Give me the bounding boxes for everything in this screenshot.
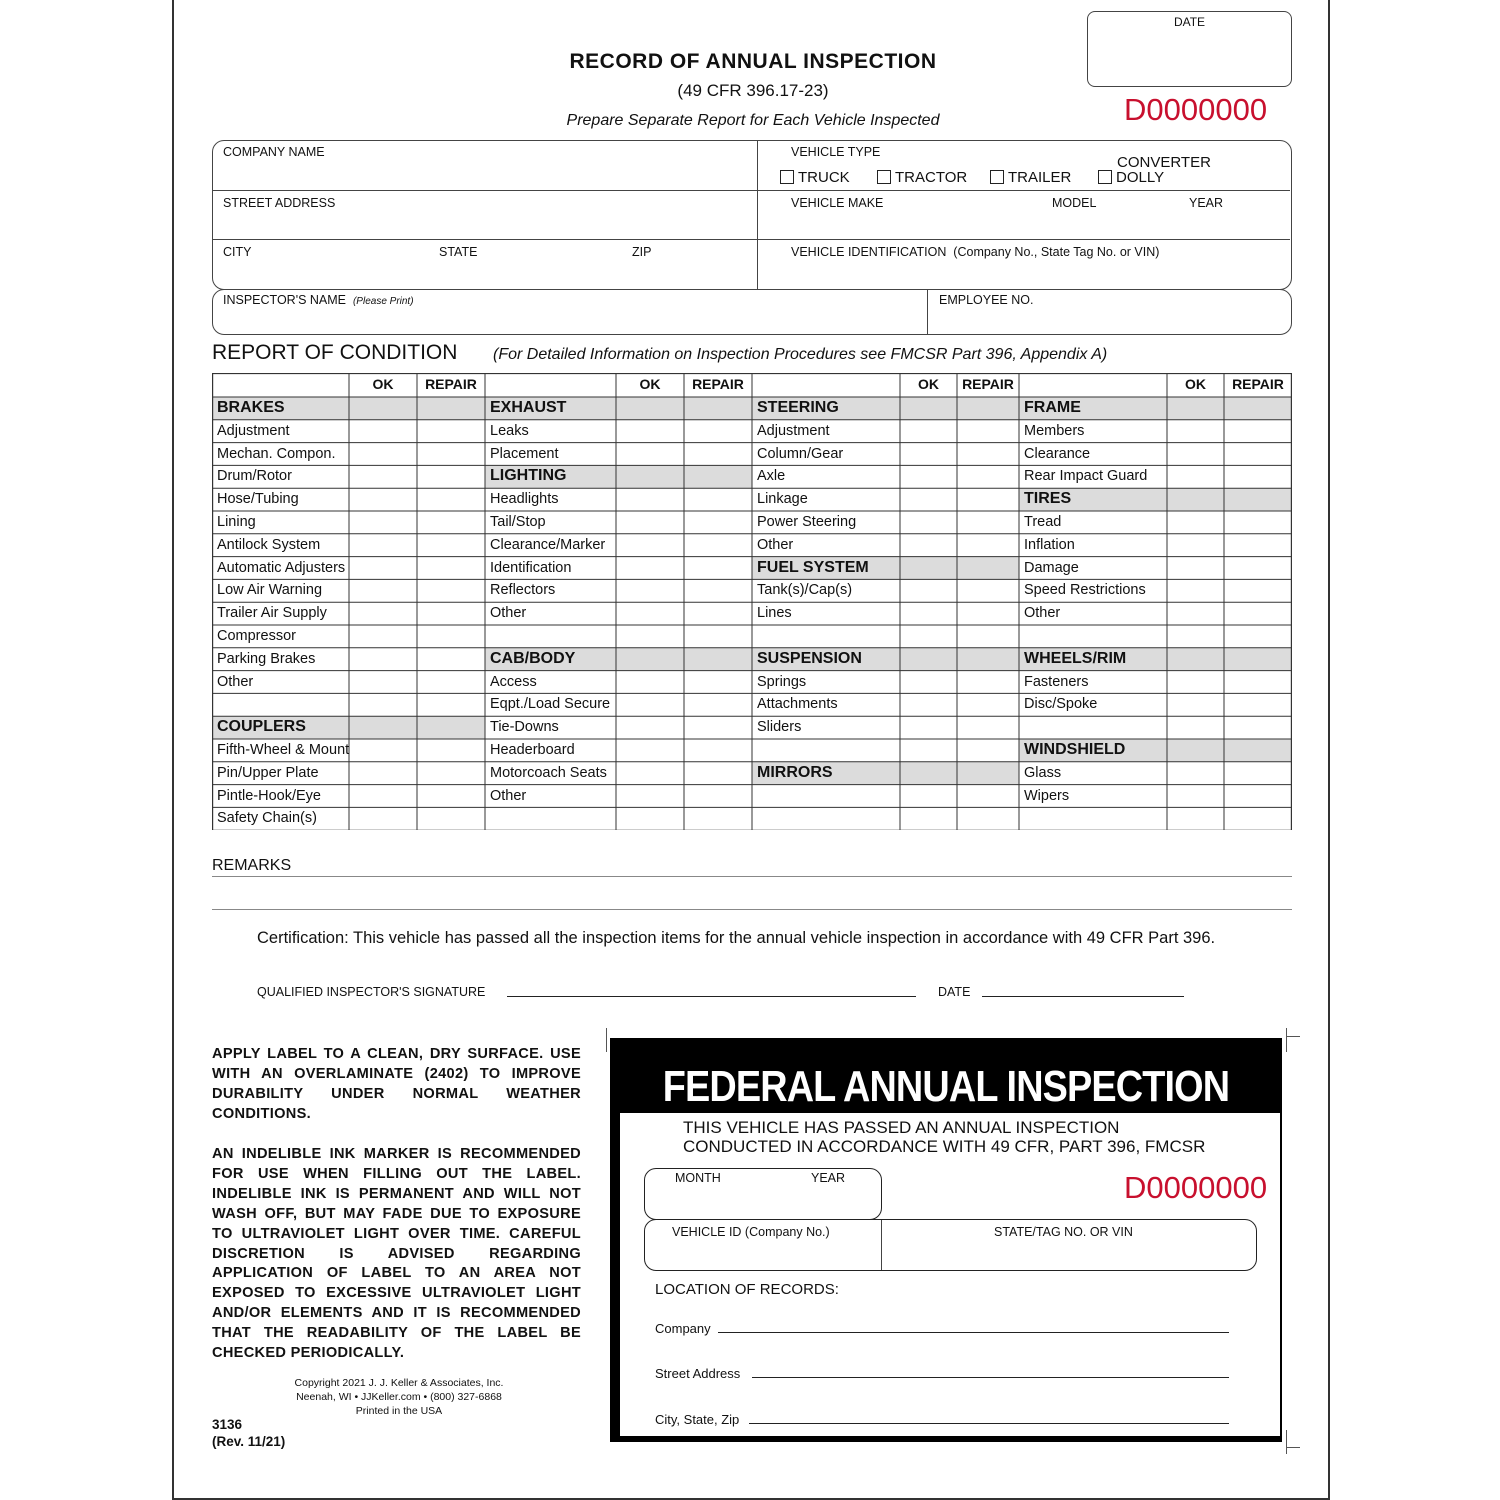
regulation-reference: (49 CFR 396.17-23): [677, 81, 829, 100]
ok-checkbox-cell[interactable]: [616, 420, 684, 443]
repair-checkbox-cell[interactable]: [684, 762, 752, 785]
ok-checkbox-cell[interactable]: [900, 488, 957, 511]
inspection-item: Rear Impact Guard: [1024, 468, 1148, 485]
state-field[interactable]: STATE: [439, 245, 478, 259]
ok-checkbox-cell[interactable]: [349, 762, 417, 785]
ok-checkbox-cell[interactable]: [349, 557, 417, 580]
ok-checkbox-cell[interactable]: [900, 443, 957, 466]
inspection-item: Clearance/Marker: [490, 536, 606, 553]
location-of-records-label: LOCATION OF RECORDS:: [655, 1281, 839, 1298]
serial-number: D0000000: [1124, 92, 1268, 127]
ok-column-header: OK: [918, 376, 939, 392]
ok-checkbox-cell[interactable]: [900, 602, 957, 625]
inspection-item: Placement: [490, 445, 559, 462]
ok-checkbox-cell[interactable]: [900, 511, 957, 534]
repair-checkbox-cell[interactable]: [1224, 785, 1292, 808]
remarks-line-1[interactable]: [212, 876, 1292, 877]
ok-checkbox-cell[interactable]: [1167, 602, 1224, 625]
repair-checkbox-cell[interactable]: [957, 443, 1019, 466]
ok-checkbox-cell[interactable]: [349, 443, 417, 466]
ok-checkbox-cell[interactable]: [616, 785, 684, 808]
inspection-item: Reflectors: [490, 582, 556, 599]
year-field[interactable]: YEAR: [1189, 196, 1224, 210]
inspection-item: Fifth-Wheel & Mount: [217, 742, 350, 758]
inspection-item: Lines: [757, 605, 792, 622]
ok-checkbox-cell[interactable]: [1167, 762, 1224, 785]
vehicle-id-row: [644, 1219, 1257, 1271]
checkbox-icon: [780, 170, 794, 184]
checkbox-icon: [877, 170, 891, 184]
ok-checkbox-cell[interactable]: [349, 671, 417, 694]
repair-checkbox-cell[interactable]: [684, 739, 752, 762]
repair-checkbox-cell[interactable]: [684, 785, 752, 808]
inspection-item: Glass: [1024, 764, 1062, 781]
inspection-item: Wipers: [1024, 787, 1070, 804]
signature-label: QUALIFIED INSPECTOR'S SIGNATURE: [257, 985, 486, 999]
ok-checkbox-cell[interactable]: [349, 602, 417, 625]
ok-checkbox-cell[interactable]: [616, 579, 684, 602]
label-instructions-2: AN INDELIBLE INK MARKER IS RECOMMENDED FOR USE WHEN FILLING OUT THE LABEL. INDELIBLE INK IS PERMANENT AND WILL NOT WASH OFF, BUT MAY FADE DUE TO EXPOSURE TO ULTRAVIOLET LIGHT OVER TIME. CAREFUL DISCRETION IS ADVISED REGARDING APPLICATION OF LABEL TO AN AREA NOT EXPOSED TO EXCESSIVE ULTRAVIOLET LIGHT AND/OR ELEMENTS AND IT IS RECOMMENDED THAT THE READABILITY OF THE LABEL BE CHECKED PERIODICALLY.: [212, 1146, 581, 1362]
ok-checkbox-cell[interactable]: [900, 465, 957, 488]
ok-checkbox-cell[interactable]: [349, 511, 417, 534]
inspection-item: Tank(s)/Cap(s): [757, 582, 853, 599]
inspection-item: Sliders: [757, 719, 802, 736]
certification-statement: Certification: This vehicle has passed all the inspection items for the annual vehicle inspection in accordance with 49 CFR Part 396.: [257, 929, 1216, 947]
repair-checkbox-cell[interactable]: [684, 488, 752, 511]
inspection-item: Motorcoach Seats: [490, 764, 607, 781]
ok-checkbox-cell[interactable]: [1167, 579, 1224, 602]
inspection-item: Headerboard: [490, 742, 575, 758]
repair-checkbox-cell[interactable]: [684, 420, 752, 443]
inspection-item: Other: [757, 536, 794, 553]
vehicle-type-converter-dolly[interactable]: DOLLY: [1098, 169, 1164, 186]
ok-checkbox-cell[interactable]: [616, 716, 684, 739]
remarks-label: REMARKS: [212, 857, 292, 874]
repair-checkbox-cell[interactable]: [1224, 534, 1292, 557]
repair-checkbox-cell[interactable]: [957, 693, 1019, 716]
form-number: 3136 (Rev. 11/21): [212, 1417, 286, 1449]
label-body: [620, 1113, 1280, 1436]
inspector-name-field[interactable]: INSPECTOR'S NAME (Please Print): [223, 293, 414, 307]
inspection-item: Inflation: [1024, 536, 1075, 553]
repair-checkbox-cell[interactable]: [684, 602, 752, 625]
inspection-item: Other: [217, 673, 254, 690]
inspection-item: Tail/Stop: [490, 514, 546, 530]
repair-checkbox-cell[interactable]: [957, 420, 1019, 443]
repair-checkbox-cell[interactable]: [684, 671, 752, 694]
street-address-field[interactable]: STREET ADDRESS: [223, 196, 336, 210]
repair-checkbox-cell[interactable]: [1224, 511, 1292, 534]
inspection-item: Compressor: [217, 628, 296, 644]
ok-checkbox-cell[interactable]: [616, 511, 684, 534]
repair-column-header: REPAIR: [692, 376, 744, 392]
repair-checkbox-cell[interactable]: [957, 671, 1019, 694]
month-year-field[interactable]: MONTH YEAR: [644, 1168, 882, 1220]
repair-checkbox-cell[interactable]: [417, 762, 485, 785]
repair-checkbox-cell[interactable]: [417, 579, 485, 602]
repair-checkbox-cell[interactable]: [957, 465, 1019, 488]
category-heading: CAB/BODY: [490, 649, 576, 667]
inspection-item: Damage: [1024, 559, 1079, 576]
ok-column-header: OK: [372, 376, 394, 392]
ok-checkbox-cell[interactable]: [1167, 534, 1224, 557]
inspection-item: Tread: [1024, 514, 1062, 530]
repair-checkbox-cell[interactable]: [417, 807, 485, 830]
repair-checkbox-cell[interactable]: [1224, 443, 1292, 466]
label-serial-number: D0000000: [1124, 1170, 1268, 1205]
inspection-item: Springs: [757, 673, 807, 690]
city-field[interactable]: CITY: [223, 245, 252, 259]
repair-checkbox-cell[interactable]: [684, 511, 752, 534]
repair-checkbox-cell[interactable]: [417, 671, 485, 694]
label-city-line[interactable]: [749, 1423, 1229, 1424]
ok-checkbox-cell[interactable]: [1167, 443, 1224, 466]
ok-checkbox-cell[interactable]: [616, 671, 684, 694]
repair-checkbox-cell[interactable]: [1224, 671, 1292, 694]
category-heading: STEERING: [757, 399, 839, 416]
inspection-item: Other: [490, 605, 527, 622]
inspection-item: Access: [490, 673, 537, 690]
vehicle-type-truck[interactable]: TRUCK: [780, 169, 850, 186]
signature-line[interactable]: [507, 996, 916, 997]
inspection-item: Low Air Warning: [217, 582, 323, 599]
checkbox-icon: [990, 170, 1004, 184]
form-subtitle: Prepare Separate Report for Each Vehicle Inspected: [566, 112, 940, 129]
category-heading: WHEELS/RIM: [1024, 649, 1127, 667]
employee-number-field[interactable]: EMPLOYEE NO.: [939, 293, 1034, 307]
label-street-label: Street Address: [655, 1366, 741, 1381]
date-label: DATE: [1173, 15, 1206, 29]
report-of-condition-note: (For Detailed Information on Inspection Procedures see FMCSR Part 396, Appendix A): [493, 346, 1108, 363]
inspector-box: [212, 289, 1292, 335]
inspection-item: Attachments: [757, 696, 838, 713]
repair-checkbox-cell[interactable]: [417, 602, 485, 625]
label-passed-statement: THIS VEHICLE HAS PASSED AN ANNUAL INSPECTION CONDUCTED IN ACCORDANCE WITH 49 CFR, PART 396, FMCSR: [683, 1118, 1206, 1156]
repair-checkbox-cell[interactable]: [957, 716, 1019, 739]
repair-checkbox-cell[interactable]: [1224, 420, 1292, 443]
repair-checkbox-cell[interactable]: [417, 488, 485, 511]
zip-field[interactable]: ZIP: [632, 245, 652, 259]
ok-checkbox-cell[interactable]: [616, 602, 684, 625]
category-heading: COUPLERS: [217, 718, 306, 736]
inspection-item: Fasteners: [1024, 673, 1089, 690]
ok-checkbox-cell[interactable]: [900, 716, 957, 739]
repair-checkbox-cell[interactable]: [417, 511, 485, 534]
inspection-item: Hose/Tubing: [217, 491, 299, 508]
repair-column-header: REPAIR: [1232, 376, 1284, 392]
model-field[interactable]: MODEL: [1052, 196, 1097, 210]
ok-checkbox-cell[interactable]: [1167, 785, 1224, 808]
repair-checkbox-cell[interactable]: [1224, 579, 1292, 602]
inspection-item: Headlights: [490, 491, 559, 508]
category-heading: SUSPENSION: [757, 649, 862, 667]
repair-checkbox-cell[interactable]: [1224, 693, 1292, 716]
category-heading: FUEL SYSTEM: [757, 558, 869, 576]
ok-checkbox-cell[interactable]: [900, 579, 957, 602]
repair-checkbox-cell[interactable]: [1224, 602, 1292, 625]
ok-checkbox-cell[interactable]: [1167, 671, 1224, 694]
inspection-item: Tie-Downs: [490, 719, 559, 736]
label-company-line[interactable]: [718, 1332, 1229, 1333]
label-vehicle-id-field[interactable]: VEHICLE ID (Company No.): [672, 1225, 830, 1239]
vehicle-identification-field[interactable]: VEHICLE IDENTIFICATION (Company No., State Tag No. or VIN): [791, 245, 1160, 259]
label-city-label: City, State, Zip: [655, 1412, 740, 1427]
ok-checkbox-cell[interactable]: [349, 739, 417, 762]
condition-grid: [212, 373, 1292, 830]
repair-checkbox-cell[interactable]: [417, 534, 485, 557]
inspection-form-page: [172, 0, 1330, 1500]
category-heading: WINDSHIELD: [1024, 741, 1126, 758]
vehicle-type-label: VEHICLE TYPE: [791, 145, 881, 159]
inspection-item: Parking Brakes: [217, 650, 316, 667]
checkbox-icon: [1098, 170, 1112, 184]
inspection-item: Antilock System: [217, 536, 321, 553]
inspection-item: Pin/Upper Plate: [217, 764, 319, 781]
inspection-item: Drum/Rotor: [217, 468, 292, 485]
converter-label: CONVERTER: [1117, 154, 1211, 171]
repair-checkbox-cell[interactable]: [957, 579, 1019, 602]
copyright-notice: Copyright 2021 J. J. Keller & Associates, Inc. Neenah, WI • JJKeller.com • (800) 327-6868 Printed in the USA: [294, 1377, 504, 1417]
repair-checkbox-cell[interactable]: [417, 648, 485, 671]
company-name-field[interactable]: COMPANY NAME: [223, 145, 325, 159]
repair-checkbox-cell[interactable]: [957, 488, 1019, 511]
ok-checkbox-cell[interactable]: [616, 443, 684, 466]
ok-checkbox-cell[interactable]: [349, 785, 417, 808]
repair-column-header: REPAIR: [425, 376, 477, 392]
category-heading: LIGHTING: [490, 467, 567, 485]
inspection-item: Other: [1024, 605, 1061, 622]
repair-checkbox-cell[interactable]: [417, 443, 485, 466]
ok-checkbox-cell[interactable]: [616, 762, 684, 785]
ok-column-header: OK: [639, 376, 661, 392]
ok-checkbox-cell[interactable]: [616, 534, 684, 557]
repair-checkbox-cell[interactable]: [1224, 465, 1292, 488]
vehicle-type-trailer[interactable]: TRAILER: [990, 169, 1071, 186]
category-heading: EXHAUST: [490, 399, 567, 416]
date-field[interactable]: [1087, 11, 1292, 87]
repair-checkbox-cell[interactable]: [957, 602, 1019, 625]
vehicle-type-tractor[interactable]: TRACTOR: [877, 169, 967, 186]
category-heading: MIRRORS: [757, 763, 833, 781]
vehicle-make-field[interactable]: VEHICLE MAKE: [791, 196, 884, 210]
inspection-item: Disc/Spoke: [1024, 696, 1098, 713]
label-state-tag-field[interactable]: STATE/TAG NO. OR VIN: [994, 1225, 1133, 1239]
remarks-line-2[interactable]: [212, 909, 1292, 910]
inspection-item: Adjustment: [217, 422, 290, 439]
inspection-item: Other: [490, 787, 527, 804]
repair-checkbox-cell[interactable]: [417, 465, 485, 488]
category-heading: TIRES: [1024, 490, 1072, 508]
ok-checkbox-cell[interactable]: [349, 465, 417, 488]
ok-checkbox-cell[interactable]: [616, 488, 684, 511]
inspection-item: Clearance: [1024, 445, 1091, 462]
ok-checkbox-cell[interactable]: [349, 488, 417, 511]
label-company-label: Company: [655, 1321, 711, 1336]
inspection-item: Leaks: [490, 422, 529, 439]
inspection-item: Speed Restrictions: [1024, 582, 1146, 599]
repair-checkbox-cell[interactable]: [684, 716, 752, 739]
inspection-item: Trailer Air Supply: [217, 605, 327, 622]
ok-checkbox-cell[interactable]: [349, 534, 417, 557]
form-title: RECORD OF ANNUAL INSPECTION: [569, 50, 937, 73]
ok-checkbox-cell[interactable]: [349, 625, 417, 648]
ok-checkbox-cell[interactable]: [1167, 557, 1224, 580]
repair-checkbox-cell[interactable]: [684, 443, 752, 466]
label-title: FEDERAL ANNUAL INSPECTION: [662, 1062, 1230, 1111]
inspection-item: Identification: [490, 559, 572, 576]
ok-checkbox-cell[interactable]: [900, 671, 957, 694]
ok-checkbox-cell[interactable]: [616, 557, 684, 580]
ok-checkbox-cell[interactable]: [349, 579, 417, 602]
ok-column-header: OK: [1185, 376, 1206, 392]
category-heading: BRAKES: [217, 399, 285, 416]
inspection-item: Lining: [217, 514, 256, 530]
ok-checkbox-cell[interactable]: [349, 807, 417, 830]
ok-checkbox-cell[interactable]: [1167, 511, 1224, 534]
inspection-item: Column/Gear: [757, 445, 844, 462]
repair-checkbox-cell[interactable]: [417, 557, 485, 580]
ok-checkbox-cell[interactable]: [349, 420, 417, 443]
category-heading: FRAME: [1024, 399, 1081, 416]
repair-checkbox-cell[interactable]: [684, 579, 752, 602]
ok-checkbox-cell[interactable]: [1167, 693, 1224, 716]
repair-checkbox-cell[interactable]: [957, 534, 1019, 557]
repair-checkbox-cell[interactable]: [417, 739, 485, 762]
repair-column-header: REPAIR: [962, 376, 1014, 392]
inspection-item: Mechan. Compon.: [217, 445, 336, 462]
repair-checkbox-cell[interactable]: [417, 785, 485, 808]
inspection-item: Pintle-Hook/Eye: [217, 787, 321, 804]
inspection-item: Members: [1024, 422, 1085, 439]
ok-checkbox-cell[interactable]: [1167, 420, 1224, 443]
inspection-item: Linkage: [757, 491, 808, 508]
inspection-item: Power Steering: [757, 514, 857, 530]
ok-checkbox-cell[interactable]: [616, 693, 684, 716]
ok-checkbox-cell[interactable]: [616, 739, 684, 762]
report-of-condition-heading: REPORT OF CONDITION: [212, 341, 458, 364]
ok-checkbox-cell[interactable]: [900, 534, 957, 557]
signature-date-line[interactable]: [982, 996, 1184, 997]
repair-checkbox-cell[interactable]: [684, 693, 752, 716]
label-instructions-1: APPLY LABEL TO A CLEAN, DRY SURFACE. USE WITH AN OVERLAMINATE (2402) TO IMPROVE DURABILITY UNDER NORMAL WEATHER CONDITIONS.: [212, 1046, 581, 1122]
repair-checkbox-cell[interactable]: [684, 557, 752, 580]
repair-checkbox-cell[interactable]: [684, 534, 752, 557]
label-street-line[interactable]: [752, 1377, 1229, 1378]
inspection-item: Automatic Adjusters: [217, 559, 346, 576]
ok-checkbox-cell[interactable]: [1167, 465, 1224, 488]
repair-checkbox-cell[interactable]: [417, 625, 485, 648]
ok-checkbox-cell[interactable]: [900, 420, 957, 443]
repair-checkbox-cell[interactable]: [957, 511, 1019, 534]
ok-checkbox-cell[interactable]: [900, 693, 957, 716]
signature-date-label: DATE: [938, 985, 971, 999]
inspection-item: Axle: [757, 468, 786, 485]
inspection-item: Adjustment: [757, 422, 830, 439]
repair-checkbox-cell[interactable]: [1224, 762, 1292, 785]
inspection-item: Safety Chain(s): [217, 810, 317, 827]
ok-checkbox-cell[interactable]: [349, 648, 417, 671]
repair-checkbox-cell[interactable]: [417, 420, 485, 443]
repair-checkbox-cell[interactable]: [1224, 557, 1292, 580]
inspection-item: Eqpt./Load Secure: [490, 696, 611, 713]
